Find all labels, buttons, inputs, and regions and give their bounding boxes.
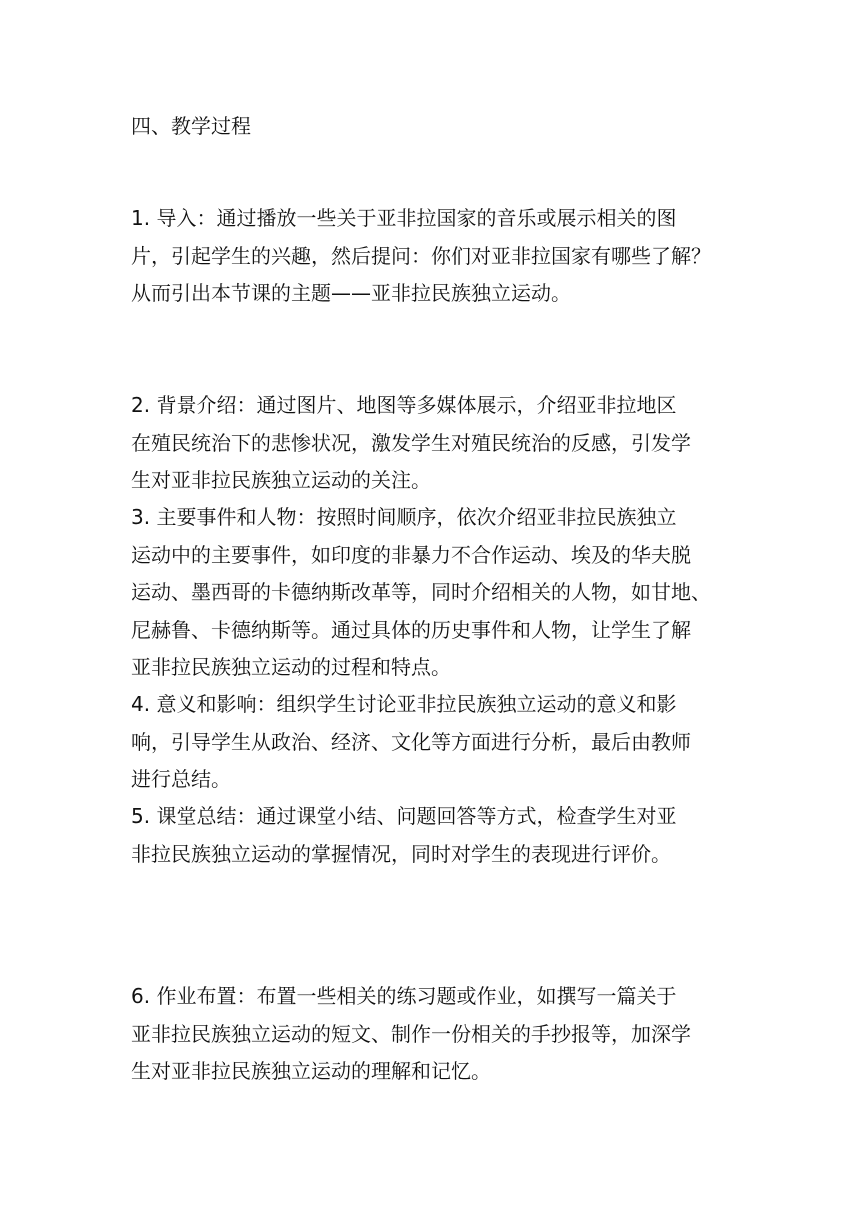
- paragraph-events-and-people: [131, 499, 731, 687]
- paragraph-line: 非拉民族独立运动的掌握情况，同时对学生的表现进行评价。: [131, 841, 671, 866]
- paragraph-line: 5. 课堂总结：通过课堂小结、问题回答等方式，检查学生对亚: [131, 804, 677, 828]
- paragraph-line: 响，引导学生从政治、经济、文化等方面进行分析，最后由教师: [131, 729, 691, 754]
- paragraph-introduction: [131, 200, 731, 313]
- paragraph-line: 从而引出本节课的主题——亚非拉民族独立运动。: [131, 281, 571, 305]
- paragraph-homework: [131, 978, 731, 1091]
- paragraph-line: 1. 导入：通过播放一些关于亚非拉国家的音乐或展示相关的图: [131, 206, 677, 230]
- paragraph-line: 4. 意义和影响：组织学生讨论亚非拉民族独立运动的意义和影: [131, 692, 677, 716]
- section-heading: 四、教学过程: [131, 114, 251, 138]
- paragraph-line: 6. 作业布置：布置一些相关的练习题或作业，如撰写一篇关于: [131, 984, 677, 1008]
- paragraph-line: 亚非拉民族独立运动的短文、制作一份相关的手抄报等，加深学: [131, 1021, 691, 1046]
- paragraph-summary: [131, 798, 731, 873]
- paragraph-line: 片，引起学生的兴趣，然后提问：你们对亚非拉国家有哪些了解？: [131, 243, 711, 268]
- paragraph-line: 亚非拉民族独立运动的过程和特点。: [131, 655, 451, 679]
- paragraph-line: 运动、墨西哥的卡德纳斯改革等，同时介绍相关的人物，如甘地、: [131, 580, 711, 604]
- paragraph-background: [131, 387, 731, 500]
- paragraph-line: 生对亚非拉民族独立运动的理解和记忆。: [131, 1059, 491, 1083]
- paragraph-line: 进行总结。: [131, 767, 231, 791]
- paragraph-line: 尼赫鲁、卡德纳斯等。通过具体的历史事件和人物，让学生了解: [131, 617, 691, 642]
- paragraph-line: 3. 主要事件和人物：按照时间顺序，依次介绍亚非拉民族独立: [131, 505, 677, 529]
- paragraph-line: 在殖民统治下的悲惨状况，激发学生对殖民统治的反感，引发学: [131, 430, 691, 455]
- paragraph-line: 2. 背景介绍：通过图片、地图等多媒体展示，介绍亚非拉地区: [131, 393, 677, 417]
- paragraph-line: 运动中的主要事件，如印度的非暴力不合作运动、埃及的华夫脱: [131, 542, 691, 567]
- paragraph-line: 生对亚非拉民族独立运动的关注。: [131, 468, 431, 492]
- paragraph-significance: [131, 686, 731, 799]
